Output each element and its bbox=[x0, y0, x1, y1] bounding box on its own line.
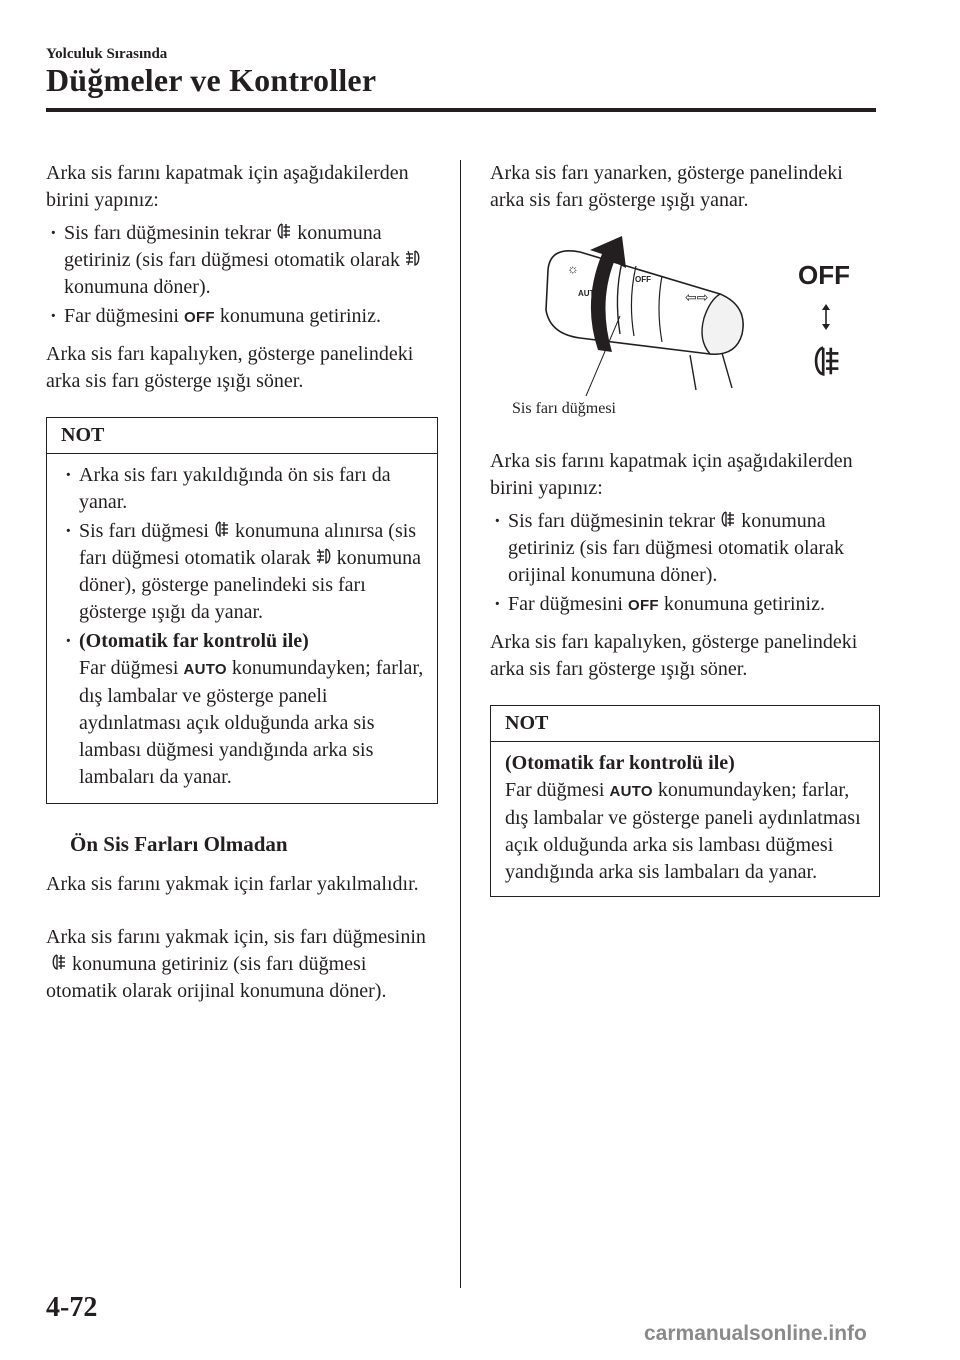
left-bullet-list bbox=[46, 220, 438, 331]
text: Far düğmesi bbox=[79, 657, 179, 679]
text: Far düğmesi bbox=[505, 779, 605, 801]
front-fog-icon bbox=[403, 248, 423, 268]
note-heading: NOT bbox=[491, 706, 879, 742]
right-para-2: Arka sis farı kapalıyken, gösterge panelindeki arka sis farı gösterge ışığı söner. bbox=[490, 631, 858, 680]
right-intro: Arka sis farını kapatmak için aşağıdakilerden birini yapınız: bbox=[490, 450, 853, 499]
right-bullet-list bbox=[490, 508, 880, 619]
title-rule bbox=[46, 108, 876, 112]
section-subheading: Ön Sis Farları Olmadan bbox=[70, 832, 288, 856]
list-item: · Arka sis farı yakıldığında ön sis farı da yanar. bbox=[61, 462, 425, 516]
list-item bbox=[61, 518, 425, 626]
left-column bbox=[46, 160, 438, 1005]
left-para-4 bbox=[46, 924, 438, 1005]
column-divider bbox=[460, 160, 461, 1288]
text: konumuna getiriniz (sis farı düğmesi otomatik olarak orijinal konumuna döner). bbox=[508, 510, 845, 586]
text: Sis farı düğmesinin tekrar bbox=[508, 510, 716, 532]
text: Sis farı düğmesinin tekrar bbox=[64, 222, 272, 244]
list-item bbox=[490, 591, 880, 619]
right-para-1: Arka sis farı yanarken, gösterge panelindeki arka sis farı gösterge ışığı yanar. bbox=[490, 162, 843, 211]
figure-off-label: OFF bbox=[798, 260, 850, 290]
svg-text:⇦⇨: ⇦⇨ bbox=[685, 289, 709, 305]
text: konumundayken; farlar, dış lambalar ve gösterge paneli aydınlatması açık olduğunda arka sis lambası düğmesi yandığında arka sis lambaları da yanar. bbox=[79, 657, 424, 788]
page-number: 4-72 bbox=[46, 1292, 98, 1323]
list-item bbox=[46, 220, 438, 301]
front-fog-icon bbox=[314, 546, 334, 566]
rear-fog-icon bbox=[816, 348, 838, 375]
note-list bbox=[61, 462, 425, 791]
text: Far düğmesini bbox=[508, 593, 623, 615]
list-item bbox=[61, 628, 425, 791]
text: Sis farı düğmesi bbox=[79, 520, 209, 542]
note-body bbox=[47, 454, 437, 803]
rear-fog-icon bbox=[212, 519, 232, 539]
off-symbol: OFF bbox=[184, 309, 215, 326]
note-box bbox=[46, 417, 438, 804]
rear-fog-icon bbox=[49, 952, 69, 972]
stalk-off-label: OFF bbox=[635, 275, 651, 284]
note-subheading: (Otomatik far kontrolü ile) bbox=[79, 630, 309, 652]
text: konumuna getiriniz. bbox=[663, 593, 825, 615]
text: konumundayken; farlar, dış lambalar ve gösterge paneli aydınlatması açık olduğunda arka sis lambası düğmesi yandığında arka sis lambaları da yanar. bbox=[505, 779, 861, 883]
svg-text:☼: ☼ bbox=[567, 261, 579, 276]
section-label: Yolculuk Sırasında bbox=[46, 46, 168, 62]
text: konumuna alınırsa (sis farı düğmesi otomatik olarak bbox=[79, 520, 417, 569]
note-subheading: (Otomatik far kontrolü ile) bbox=[505, 752, 735, 774]
note-box bbox=[490, 705, 880, 897]
note-heading: NOT bbox=[47, 418, 437, 454]
text: konumuna döner). bbox=[64, 276, 211, 298]
auto-symbol: AUTO bbox=[183, 661, 227, 678]
figure bbox=[490, 230, 880, 440]
rear-fog-icon bbox=[274, 221, 294, 241]
text: konumuna getiriniz (sis farı düğmesi otomatik olarak bbox=[64, 222, 401, 271]
off-symbol: OFF bbox=[628, 597, 659, 614]
figure-caption: Sis farı düğmesi bbox=[512, 400, 616, 417]
text: konumuna döner), gösterge panelindeki sis farı gösterge ışığı da yanar. bbox=[79, 547, 422, 623]
stalk-auto-label: AUTO bbox=[578, 289, 601, 298]
text: konumuna getiriniz (sis farı düğmesi otomatik olarak orijinal konumuna döner). bbox=[46, 953, 387, 1002]
left-para-2: Arka sis farı kapalıyken, gösterge panelindeki arka sis farı gösterge ışığı söner. bbox=[46, 343, 414, 392]
rear-fog-icon bbox=[718, 509, 738, 529]
right-column bbox=[490, 160, 880, 897]
page-title: Düğmeler ve Kontroller bbox=[46, 62, 377, 98]
text: Arka sis farını yakmak için, sis farı düğmesinin bbox=[46, 926, 426, 948]
watermark: carmanualsonline.info bbox=[644, 1322, 867, 1345]
auto-symbol: AUTO bbox=[609, 783, 653, 800]
text: konumuna getiriniz. bbox=[219, 305, 381, 327]
left-intro: Arka sis farını kapatmak için aşağıdakilerden birini yapınız: bbox=[46, 162, 409, 211]
list-item bbox=[46, 303, 438, 331]
note-body bbox=[491, 742, 879, 896]
list-item bbox=[490, 508, 880, 589]
text: Far düğmesini bbox=[64, 305, 179, 327]
note-text bbox=[505, 777, 867, 886]
left-para-3: Arka sis farını yakmak için farlar yakılmalıdır. bbox=[46, 873, 419, 895]
